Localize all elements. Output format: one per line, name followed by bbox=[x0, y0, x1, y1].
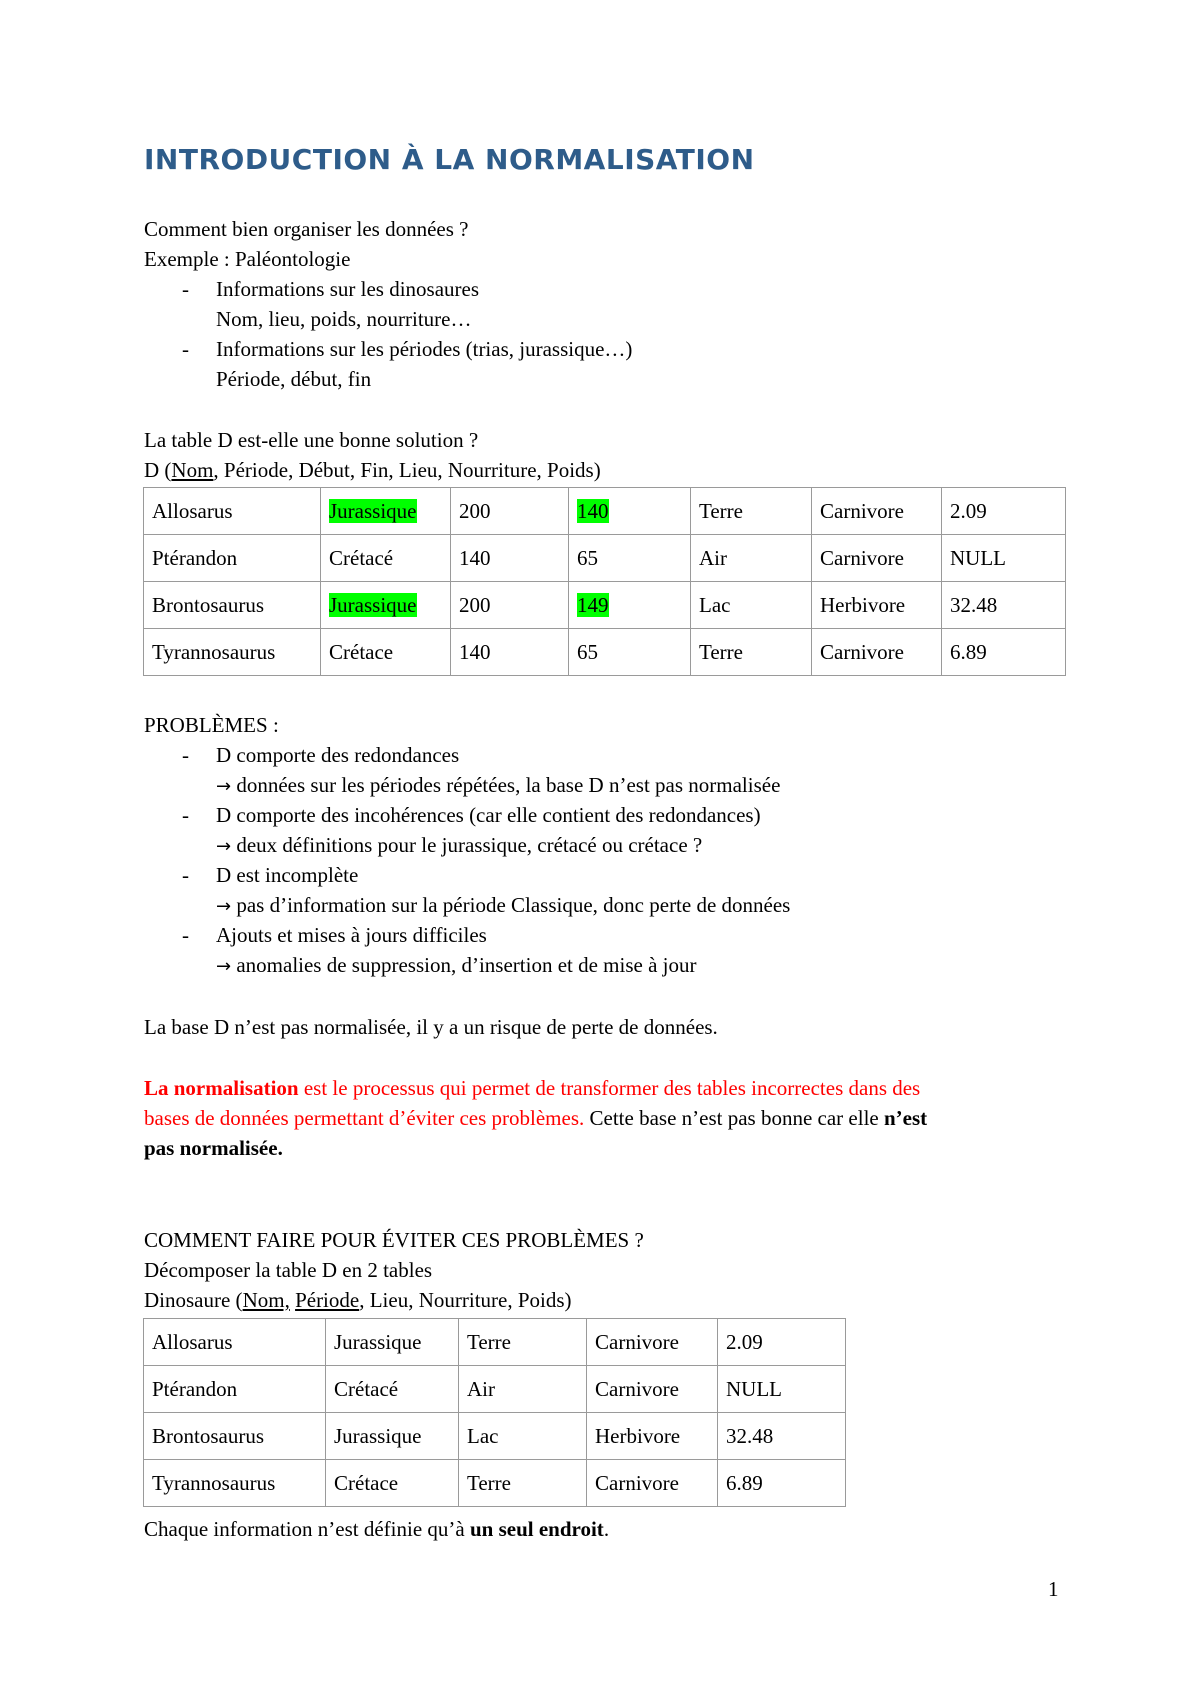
schema-foreign-key: Période bbox=[295, 1288, 360, 1312]
schema-prefix: D ( bbox=[144, 458, 172, 482]
table-cell bbox=[144, 582, 321, 629]
table-cell bbox=[451, 629, 569, 676]
definition-line-1 bbox=[144, 1073, 920, 1103]
cell-text: 65 bbox=[577, 545, 598, 570]
cell-text: Air bbox=[699, 545, 727, 570]
cell-text: 140 bbox=[459, 545, 491, 570]
cell-text: Air bbox=[467, 1376, 495, 1401]
problem-4-text: anomalies de suppression, d’insertion et de mise à jour bbox=[236, 953, 697, 977]
table-cell bbox=[691, 629, 812, 676]
table-row bbox=[144, 582, 1066, 629]
intro-question: Comment bien organiser les données ? bbox=[144, 217, 469, 241]
table-d-question: La table D est-elle une bonne solution ? bbox=[144, 428, 479, 452]
conclusion-prefix: Chaque information n’est définie qu’à bbox=[144, 1517, 470, 1541]
bullet-dash: - bbox=[182, 863, 189, 887]
conclusion-suffix: . bbox=[603, 1517, 610, 1541]
cell-text: Jurassique bbox=[329, 498, 417, 523]
table-row bbox=[144, 535, 1066, 582]
problem-3-detail bbox=[216, 890, 790, 922]
arrow-right-icon: → bbox=[216, 776, 232, 797]
table-cell bbox=[326, 1366, 459, 1413]
table-cell bbox=[942, 488, 1066, 535]
schema-attributes: , Période, Début, Fin, Lieu, Nourriture, Poids) bbox=[213, 458, 601, 482]
cell-text: Terre bbox=[699, 498, 743, 523]
arrow-right-icon: → bbox=[216, 956, 232, 977]
cell-text: 200 bbox=[459, 498, 491, 523]
table-cell bbox=[718, 1460, 846, 1507]
problem-1-detail bbox=[216, 770, 780, 802]
cell-text: Tyrannosaurus bbox=[152, 639, 276, 664]
cell-text: Ptérandon bbox=[152, 1376, 238, 1401]
table-cell bbox=[144, 1319, 326, 1366]
problem-4-detail bbox=[216, 950, 697, 982]
dinosaure-schema bbox=[144, 1285, 572, 1315]
table-cell bbox=[942, 582, 1066, 629]
table-row bbox=[144, 488, 1066, 535]
cell-text: NULL bbox=[950, 545, 1006, 570]
solution-heading: COMMENT FAIRE POUR ÉVITER CES PROBLÈMES ? bbox=[144, 1228, 644, 1252]
cell-text: Brontosaurus bbox=[152, 592, 264, 617]
intro-item-1: Informations sur les dinosaures bbox=[216, 277, 480, 301]
cell-text: 6.89 bbox=[950, 639, 987, 664]
cell-text: Jurassique bbox=[334, 1329, 422, 1354]
table-cell bbox=[144, 629, 321, 676]
table-cell bbox=[144, 488, 321, 535]
table-cell bbox=[459, 1460, 587, 1507]
bullet-dash: - bbox=[182, 337, 189, 361]
table-cell bbox=[569, 535, 691, 582]
table-cell bbox=[718, 1413, 846, 1460]
conclusion-emphasis: un seul endroit bbox=[469, 1517, 604, 1541]
arrow-right-icon: → bbox=[216, 896, 232, 917]
table-row bbox=[144, 1413, 846, 1460]
definition-term: La normalisation bbox=[144, 1076, 299, 1100]
cell-text: Lac bbox=[699, 592, 731, 617]
table-cell bbox=[144, 1413, 326, 1460]
table-dinosaure bbox=[143, 1318, 846, 1507]
table-cell bbox=[451, 488, 569, 535]
cell-text: Terre bbox=[467, 1329, 511, 1354]
cell-text: 2.09 bbox=[726, 1329, 763, 1354]
cell-text: Crétace bbox=[334, 1470, 399, 1495]
cell-text: 2.09 bbox=[950, 498, 987, 523]
table-cell bbox=[587, 1413, 718, 1460]
table-row bbox=[144, 629, 1066, 676]
cell-text: 65 bbox=[577, 639, 598, 664]
table-cell bbox=[321, 629, 451, 676]
schema-primary-key: Nom, bbox=[242, 1288, 290, 1312]
cell-text: Ptérandon bbox=[152, 545, 238, 570]
table-cell bbox=[144, 1366, 326, 1413]
intro-item-2: Informations sur les périodes (trias, jurassique…) bbox=[216, 337, 633, 361]
table-d-schema bbox=[144, 455, 601, 485]
table-cell bbox=[587, 1319, 718, 1366]
table-cell bbox=[451, 582, 569, 629]
cell-text: Herbivore bbox=[820, 592, 906, 617]
table-cell bbox=[812, 488, 942, 535]
problem-1-text: données sur les périodes répétées, la base D n’est pas normalisée bbox=[236, 773, 781, 797]
cell-text: Jurassique bbox=[334, 1423, 422, 1448]
table-cell bbox=[942, 629, 1066, 676]
definition-text-1: est le processus qui permet de transformer des tables incorrectes dans des bbox=[298, 1076, 921, 1100]
table-cell bbox=[321, 535, 451, 582]
table-cell bbox=[587, 1460, 718, 1507]
problem-2-detail bbox=[216, 830, 702, 862]
intro-example: Exemple : Paléontologie bbox=[144, 247, 351, 271]
cell-text: Allosarus bbox=[152, 1329, 233, 1354]
bullet-dash: - bbox=[182, 743, 189, 767]
cell-text: 6.89 bbox=[726, 1470, 763, 1495]
page-number: 1 bbox=[1048, 1577, 1059, 1601]
cell-text: 200 bbox=[459, 592, 491, 617]
table-cell bbox=[321, 582, 451, 629]
table-cell bbox=[144, 1460, 326, 1507]
cell-text: Carnivore bbox=[595, 1376, 679, 1401]
table-cell bbox=[691, 488, 812, 535]
cell-text: Herbivore bbox=[595, 1423, 681, 1448]
table-cell bbox=[144, 535, 321, 582]
definition-text-2: bases de données permettant d’éviter ces problèmes. bbox=[144, 1106, 585, 1130]
cell-text: Carnivore bbox=[820, 545, 904, 570]
cell-text: 32.48 bbox=[950, 592, 998, 617]
definition-line-2 bbox=[144, 1103, 927, 1133]
cell-text: 149 bbox=[577, 592, 609, 617]
problem-1: D comporte des redondances bbox=[216, 743, 460, 767]
page-title: INTRODUCTION À LA NORMALISATION bbox=[144, 143, 755, 176]
table-row bbox=[144, 1460, 846, 1507]
table-cell bbox=[459, 1413, 587, 1460]
cell-text: Lac bbox=[467, 1423, 499, 1448]
table-cell bbox=[326, 1413, 459, 1460]
bullet-dash: - bbox=[182, 803, 189, 827]
table-cell bbox=[718, 1366, 846, 1413]
summary-text: La base D n’est pas normalisée, il y a un risque de perte de données. bbox=[144, 1015, 718, 1039]
table-row bbox=[144, 1366, 846, 1413]
cell-text: Jurassique bbox=[329, 592, 417, 617]
definition-comment: Cette base n’est pas bonne car elle bbox=[584, 1106, 884, 1130]
cell-text: Terre bbox=[699, 639, 743, 664]
table-cell bbox=[718, 1319, 846, 1366]
solution-step: Décomposer la table D en 2 tables bbox=[144, 1258, 433, 1282]
cell-text: Carnivore bbox=[595, 1329, 679, 1354]
table-cell bbox=[451, 535, 569, 582]
table-cell bbox=[459, 1366, 587, 1413]
cell-text: NULL bbox=[726, 1376, 782, 1401]
problem-4: Ajouts et mises à jours difficiles bbox=[216, 923, 487, 947]
problem-2: D comporte des incohérences (car elle contient des redondances) bbox=[216, 803, 761, 827]
cell-text: 32.48 bbox=[726, 1423, 774, 1448]
table-cell bbox=[587, 1366, 718, 1413]
cell-text: 140 bbox=[577, 498, 609, 523]
cell-text: 140 bbox=[459, 639, 491, 664]
schema-prefix: Dinosaure ( bbox=[144, 1288, 243, 1312]
table-cell bbox=[569, 629, 691, 676]
cell-text: Crétace bbox=[329, 639, 394, 664]
table-row bbox=[144, 1319, 846, 1366]
table-cell bbox=[812, 629, 942, 676]
table-cell bbox=[321, 488, 451, 535]
cell-text: Crétacé bbox=[329, 545, 394, 570]
cell-text: Crétacé bbox=[334, 1376, 399, 1401]
arrow-right-icon: → bbox=[216, 836, 232, 857]
definition-line-3 bbox=[144, 1133, 283, 1163]
problems-heading: PROBLÈMES : bbox=[144, 713, 279, 737]
table-cell bbox=[691, 582, 812, 629]
table-cell bbox=[569, 582, 691, 629]
table-cell bbox=[326, 1460, 459, 1507]
cell-text: Brontosaurus bbox=[152, 1423, 264, 1448]
intro-item-2-detail: Période, début, fin bbox=[216, 367, 372, 391]
definition-emphasis-1: n’est bbox=[883, 1106, 928, 1130]
table-cell bbox=[569, 488, 691, 535]
cell-text: Allosarus bbox=[152, 498, 233, 523]
problem-3: D est incomplète bbox=[216, 863, 359, 887]
table-d bbox=[143, 487, 1066, 676]
cell-text: Tyrannosaurus bbox=[152, 1470, 276, 1495]
schema-attributes: , Lieu, Nourriture, Poids) bbox=[359, 1288, 572, 1312]
problem-2-text: deux définitions pour le jurassique, crétacé ou crétace ? bbox=[236, 833, 703, 857]
bullet-dash: - bbox=[182, 923, 189, 947]
cell-text: Carnivore bbox=[595, 1470, 679, 1495]
cell-text: Carnivore bbox=[820, 639, 904, 664]
cell-text: Carnivore bbox=[820, 498, 904, 523]
table-cell bbox=[326, 1319, 459, 1366]
definition-emphasis-2: pas normalisée. bbox=[144, 1136, 283, 1160]
conclusion-text bbox=[144, 1514, 609, 1544]
table-cell bbox=[691, 535, 812, 582]
cell-text: Terre bbox=[467, 1470, 511, 1495]
table-cell bbox=[812, 535, 942, 582]
bullet-dash: - bbox=[182, 277, 189, 301]
intro-item-1-detail: Nom, lieu, poids, nourriture… bbox=[216, 307, 472, 331]
problem-3-text: pas d’information sur la période Classique, donc perte de données bbox=[236, 893, 791, 917]
table-cell bbox=[459, 1319, 587, 1366]
table-cell bbox=[942, 535, 1066, 582]
schema-primary-key: Nom bbox=[171, 458, 214, 482]
table-cell bbox=[812, 582, 942, 629]
